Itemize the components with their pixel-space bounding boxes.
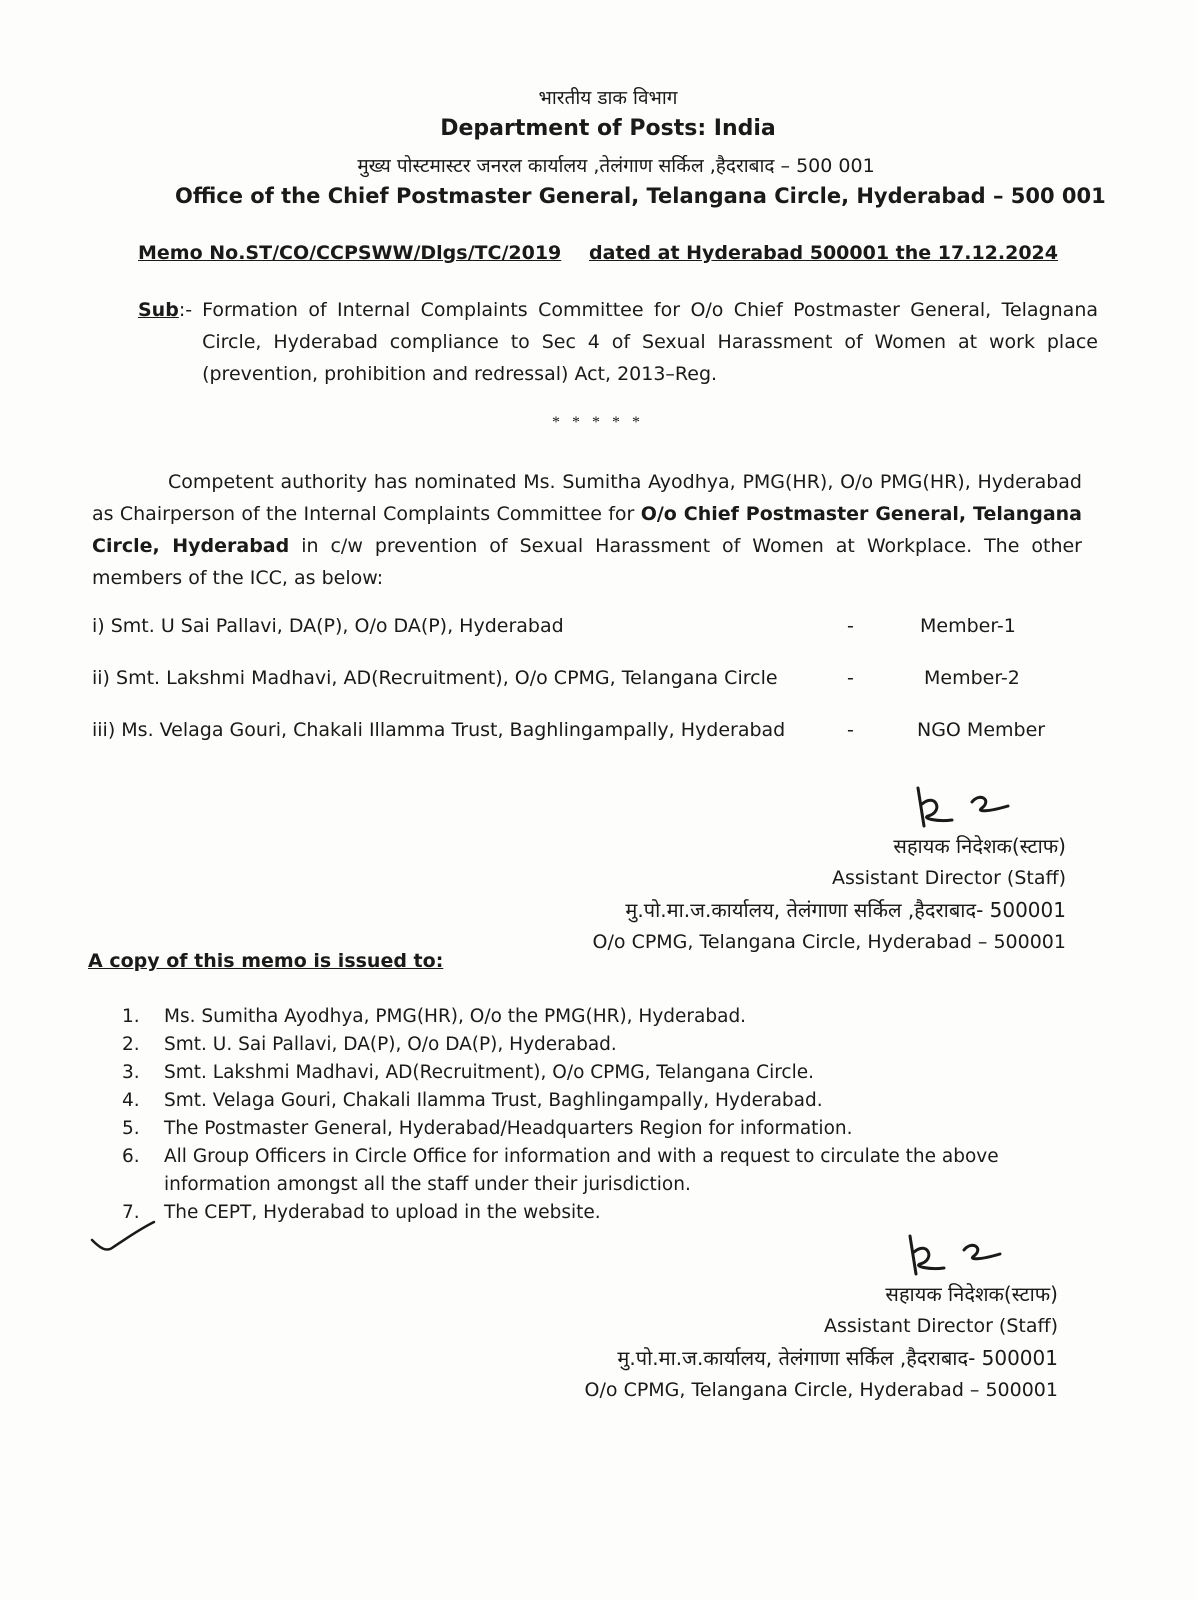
signature-english-office: O/o CPMG, Telangana Circle, Hyderabad – 500001	[584, 1379, 1058, 1401]
list-item-text: All Group Officers in Circle Office for information and with a request to circulate the above information amongst all the staff under their jurisdiction.	[164, 1146, 999, 1195]
list-item-number: 5.	[122, 1118, 140, 1139]
department-hindi-heading: भारतीय डाक विभाग	[538, 87, 678, 109]
body-text-part-2: in c/w prevention of Sexual Harassment of Women at Workplace. The other members of the ICC, as below:	[92, 535, 1082, 589]
member-row	[92, 719, 1072, 749]
memo-date: dated at Hyderabad 500001 the 17.12.2024	[589, 242, 1058, 264]
member-role: Member-2	[924, 667, 1020, 689]
list-item-number: 3.	[122, 1062, 140, 1083]
subject-text: Formation of Internal Complaints Committee for O/o Chief Postmaster General, Telagnana Circle, Hyderabad compliance to Sec 4 of Sexual Harassment of Women at work place (prevention, prohibition and redressal) Act, 2013–Reg.	[202, 299, 1098, 385]
list-item-text: The CEPT, Hyderabad to upload in the website.	[164, 1202, 601, 1223]
department-english-heading: Department of Posts: India	[440, 116, 776, 141]
list-item-number: 4.	[122, 1090, 140, 1111]
body-paragraph	[92, 466, 1082, 594]
signature-scribble-icon	[896, 782, 1026, 830]
signature-block	[585, 1230, 1058, 1406]
subject-separator: :-	[178, 299, 193, 321]
member-row	[92, 615, 1072, 645]
office-english-heading: Office of the Chief Postmaster General, Telangana Circle, Hyderabad – 500 001	[175, 184, 1106, 208]
body-text-part-1: Competent authority has nominated Ms. Sumitha Ayodhya, PMG(HR), O/o PMG(HR), Hyderabad as Chairperson of the Internal Complaints Committee for	[92, 471, 1082, 525]
member-row	[92, 667, 1072, 697]
member-dash: -	[847, 719, 854, 741]
signature-block	[593, 782, 1066, 958]
list-item	[122, 1143, 1062, 1199]
list-item	[122, 1199, 1062, 1227]
subject-block	[138, 294, 1098, 390]
list-item-text: Ms. Sumitha Ayodhya, PMG(HR), O/o the PMG(HR), Hyderabad.	[164, 1006, 747, 1027]
signature-english-office: O/o CPMG, Telangana Circle, Hyderabad – 500001	[592, 931, 1066, 953]
memo-number: Memo No.ST/CO/CCPSWW/Dlgs/TC/2019	[138, 242, 562, 264]
list-item-number: 6.	[122, 1146, 140, 1167]
member-dash: -	[847, 667, 854, 689]
list-item	[122, 1003, 1062, 1031]
copy-recipients-list	[122, 1003, 1062, 1227]
member-role: Member-1	[920, 615, 1016, 637]
member-name: i) Smt. U Sai Pallavi, DA(P), O/o DA(P), Hyderabad	[92, 615, 564, 637]
memo-reference-line	[138, 242, 1058, 264]
list-item	[122, 1031, 1062, 1059]
signature-hindi-office: मु.पो.मा.ज.कार्यालय, तेलंगाणा सर्किल ,हैदराबाद- 500001	[617, 1346, 1058, 1370]
member-name: iii) Ms. Velaga Gouri, Chakali Illamma Trust, Baghlingampally, Hyderabad	[92, 719, 786, 741]
list-item-text: Smt. U. Sai Pallavi, DA(P), O/o DA(P), Hyderabad.	[164, 1034, 617, 1055]
copy-issued-heading: A copy of this memo is issued to:	[88, 950, 444, 972]
member-dash: -	[847, 615, 854, 637]
body-text-bold-office: O/o Chief Postmaster General, Telangana Circle, Hyderabad	[92, 503, 1082, 557]
section-separator-stars: * * * * *	[552, 414, 644, 431]
signature-hindi-designation: सहायक निदेशक(स्टाफ)	[893, 834, 1066, 858]
signature-scribble-icon	[888, 1230, 1018, 1278]
signature-english-designation: Assistant Director (Staff)	[831, 867, 1066, 889]
handwritten-tick-icon	[88, 1218, 158, 1254]
list-item-text: The Postmaster General, Hyderabad/Headquarters Region for information.	[164, 1118, 853, 1139]
subject-label: Sub	[138, 299, 179, 321]
list-item-number: 1.	[122, 1006, 140, 1027]
member-role: NGO Member	[917, 719, 1046, 741]
office-hindi-heading: मुख्य पोस्टमास्टर जनरल कार्यालय ,तेलंगाण सर्किल ,हैदराबाद – 500 001	[357, 155, 875, 177]
list-item	[122, 1087, 1062, 1115]
list-item	[122, 1059, 1062, 1087]
list-item-text: Smt. Lakshmi Madhavi, AD(Recruitment), O/o CPMG, Telangana Circle.	[164, 1062, 814, 1083]
list-item	[122, 1115, 1062, 1143]
signature-hindi-office: मु.पो.मा.ज.कार्यालय, तेलंगाणा सर्किल ,हैदराबाद- 500001	[625, 898, 1066, 922]
signature-hindi-designation: सहायक निदेशक(स्टाफ)	[885, 1282, 1058, 1306]
member-name: ii) Smt. Lakshmi Madhavi, AD(Recruitment), O/o CPMG, Telangana Circle	[92, 667, 778, 689]
signature-english-designation: Assistant Director (Staff)	[823, 1315, 1058, 1337]
list-item-number: 2.	[122, 1034, 140, 1055]
list-item-text: Smt. Velaga Gouri, Chakali Ilamma Trust, Baghlingampally, Hyderabad.	[164, 1090, 823, 1111]
list-item-number: 7.	[122, 1202, 140, 1223]
